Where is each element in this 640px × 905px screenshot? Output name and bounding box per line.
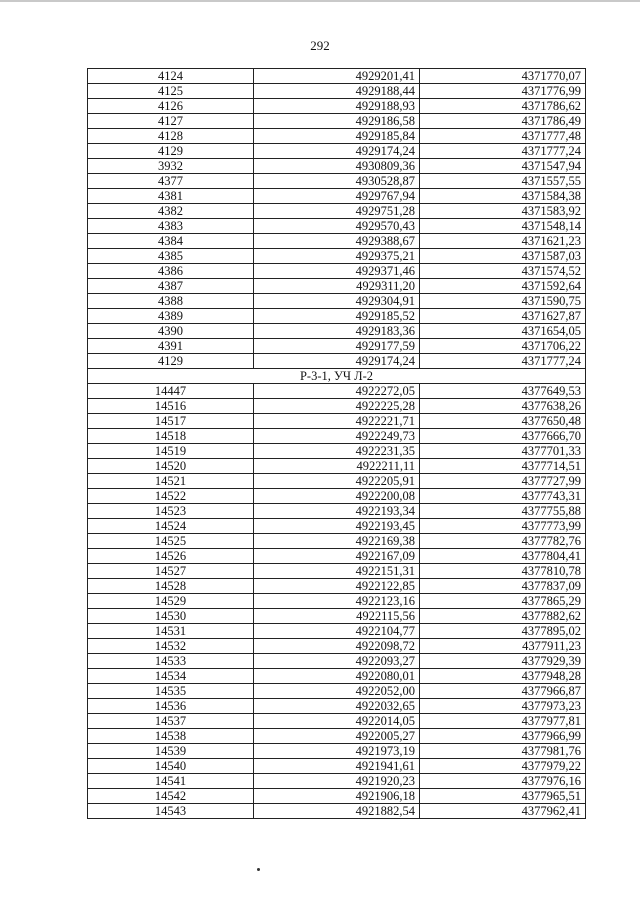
- y-coordinate-cell: 4371583,92: [420, 204, 586, 219]
- table-row: [88, 129, 586, 144]
- x-coordinate-cell: 4921906,18: [254, 789, 420, 804]
- point-id-cell: 4387: [88, 279, 254, 294]
- y-coordinate-cell: 4377649,53: [420, 384, 586, 399]
- x-coordinate-cell: 4929183,36: [254, 324, 420, 339]
- point-id-cell: 4126: [88, 99, 254, 114]
- x-coordinate-cell: 4922221,71: [254, 414, 420, 429]
- y-coordinate-cell: 4371706,22: [420, 339, 586, 354]
- x-coordinate-cell: 4922151,31: [254, 564, 420, 579]
- table-row: [88, 804, 586, 819]
- point-id-cell: 14520: [88, 459, 254, 474]
- x-coordinate-cell: 4922052,00: [254, 684, 420, 699]
- x-coordinate-cell: 4922193,34: [254, 504, 420, 519]
- x-coordinate-cell: 4929185,52: [254, 309, 420, 324]
- y-coordinate-cell: 4371590,75: [420, 294, 586, 309]
- point-id-cell: 14519: [88, 444, 254, 459]
- x-coordinate-cell: 4922211,11: [254, 459, 420, 474]
- page-number: 292: [310, 38, 330, 53]
- y-coordinate-cell: 4371557,55: [420, 174, 586, 189]
- table-row: [88, 684, 586, 699]
- table-row: [88, 324, 586, 339]
- x-coordinate-cell: 4922169,38: [254, 534, 420, 549]
- point-id-cell: 4389: [88, 309, 254, 324]
- point-id-cell: 14521: [88, 474, 254, 489]
- point-id-cell: 4129: [88, 354, 254, 369]
- point-id-cell: 14525: [88, 534, 254, 549]
- table-row: [88, 249, 586, 264]
- table-row: [88, 669, 586, 684]
- table-row: [88, 774, 586, 789]
- y-coordinate-cell: 4377727,99: [420, 474, 586, 489]
- point-id-cell: 14526: [88, 549, 254, 564]
- point-id-cell: 4127: [88, 114, 254, 129]
- table-row: [88, 444, 586, 459]
- x-coordinate-cell: 4930809,36: [254, 159, 420, 174]
- point-id-cell: 14529: [88, 594, 254, 609]
- x-coordinate-cell: 4922122,85: [254, 579, 420, 594]
- y-coordinate-cell: 4377882,62: [420, 609, 586, 624]
- table-row: [88, 114, 586, 129]
- table-row: [88, 759, 586, 774]
- y-coordinate-cell: 4377701,33: [420, 444, 586, 459]
- y-coordinate-cell: 4377976,16: [420, 774, 586, 789]
- y-coordinate-cell: 4377948,28: [420, 669, 586, 684]
- y-coordinate-cell: 4377973,23: [420, 699, 586, 714]
- y-coordinate-cell: 4371786,62: [420, 99, 586, 114]
- y-coordinate-cell: 4377666,70: [420, 429, 586, 444]
- x-coordinate-cell: 4922123,16: [254, 594, 420, 609]
- point-id-cell: 4386: [88, 264, 254, 279]
- point-id-cell: 14533: [88, 654, 254, 669]
- table-row: [88, 579, 586, 594]
- point-id-cell: 4385: [88, 249, 254, 264]
- y-coordinate-cell: 4371776,99: [420, 84, 586, 99]
- top-border-line: [0, 0, 640, 2]
- point-id-cell: 4391: [88, 339, 254, 354]
- y-coordinate-cell: 4371584,38: [420, 189, 586, 204]
- table-row: [88, 414, 586, 429]
- x-coordinate-cell: 4922205,91: [254, 474, 420, 489]
- table-row: [88, 264, 586, 279]
- y-coordinate-cell: 4377743,31: [420, 489, 586, 504]
- table-row: [88, 639, 586, 654]
- x-coordinate-cell: 4922272,05: [254, 384, 420, 399]
- table-row: [88, 174, 586, 189]
- table-row: [88, 84, 586, 99]
- point-id-cell: 14534: [88, 669, 254, 684]
- table-row: [88, 714, 586, 729]
- point-id-cell: 14523: [88, 504, 254, 519]
- y-coordinate-cell: 4377837,09: [420, 579, 586, 594]
- x-coordinate-cell: 4922093,27: [254, 654, 420, 669]
- y-coordinate-cell: 4371786,49: [420, 114, 586, 129]
- table-row: [88, 144, 586, 159]
- point-id-cell: 14528: [88, 579, 254, 594]
- point-id-cell: 14532: [88, 639, 254, 654]
- y-coordinate-cell: 4377714,51: [420, 459, 586, 474]
- x-coordinate-cell: 4922104,77: [254, 624, 420, 639]
- y-coordinate-cell: 4377965,51: [420, 789, 586, 804]
- x-coordinate-cell: 4922193,45: [254, 519, 420, 534]
- table-row: [88, 549, 586, 564]
- y-coordinate-cell: 4371548,14: [420, 219, 586, 234]
- y-coordinate-cell: 4371574,52: [420, 264, 586, 279]
- x-coordinate-cell: 4922014,05: [254, 714, 420, 729]
- point-id-cell: 4388: [88, 294, 254, 309]
- y-coordinate-cell: 4371777,24: [420, 354, 586, 369]
- x-coordinate-cell: 4929570,43: [254, 219, 420, 234]
- point-id-cell: 4124: [88, 69, 254, 84]
- x-coordinate-cell: 4930528,87: [254, 174, 420, 189]
- point-id-cell: 4384: [88, 234, 254, 249]
- y-coordinate-cell: 4377895,02: [420, 624, 586, 639]
- x-coordinate-cell: 4921920,23: [254, 774, 420, 789]
- x-coordinate-cell: 4929375,21: [254, 249, 420, 264]
- x-coordinate-cell: 4929186,58: [254, 114, 420, 129]
- point-id-cell: 4383: [88, 219, 254, 234]
- table-row: [88, 309, 586, 324]
- y-coordinate-cell: 4377966,99: [420, 729, 586, 744]
- y-coordinate-cell: 4377810,78: [420, 564, 586, 579]
- point-id-cell: 4125: [88, 84, 254, 99]
- y-coordinate-cell: 4377865,29: [420, 594, 586, 609]
- table-row: [88, 219, 586, 234]
- point-id-cell: 14531: [88, 624, 254, 639]
- point-id-cell: 4128: [88, 129, 254, 144]
- y-coordinate-cell: 4377650,48: [420, 414, 586, 429]
- y-coordinate-cell: 4371587,03: [420, 249, 586, 264]
- y-coordinate-cell: 4371621,23: [420, 234, 586, 249]
- point-id-cell: 14542: [88, 789, 254, 804]
- section-header-row: [88, 369, 586, 384]
- point-id-cell: 4382: [88, 204, 254, 219]
- point-id-cell: 14447: [88, 384, 254, 399]
- point-id-cell: 14522: [88, 489, 254, 504]
- table-row: [88, 504, 586, 519]
- x-coordinate-cell: 4929174,24: [254, 354, 420, 369]
- point-id-cell: 14516: [88, 399, 254, 414]
- table-row: [88, 534, 586, 549]
- point-id-cell: 14535: [88, 684, 254, 699]
- table-row: [88, 744, 586, 759]
- x-coordinate-cell: 4929185,84: [254, 129, 420, 144]
- x-coordinate-cell: 4922098,72: [254, 639, 420, 654]
- x-coordinate-cell: 4922115,56: [254, 609, 420, 624]
- y-coordinate-cell: 4371770,07: [420, 69, 586, 84]
- y-coordinate-cell: 4377977,81: [420, 714, 586, 729]
- x-coordinate-cell: 4929751,28: [254, 204, 420, 219]
- table-row: [88, 564, 586, 579]
- x-coordinate-cell: 4922200,08: [254, 489, 420, 504]
- table-row: [88, 69, 586, 84]
- table-row: [88, 279, 586, 294]
- table-row: [88, 354, 586, 369]
- point-id-cell: 14540: [88, 759, 254, 774]
- point-id-cell: 14538: [88, 729, 254, 744]
- table-row: [88, 339, 586, 354]
- point-id-cell: 14541: [88, 774, 254, 789]
- table-row: [88, 399, 586, 414]
- x-coordinate-cell: 4921941,61: [254, 759, 420, 774]
- y-coordinate-cell: 4377804,41: [420, 549, 586, 564]
- table-row: [88, 699, 586, 714]
- x-coordinate-cell: 4921973,19: [254, 744, 420, 759]
- table-row: [88, 594, 586, 609]
- y-coordinate-cell: 4377962,41: [420, 804, 586, 819]
- point-id-cell: 4129: [88, 144, 254, 159]
- x-coordinate-cell: 4929174,24: [254, 144, 420, 159]
- y-coordinate-cell: 4377638,26: [420, 399, 586, 414]
- table-row: [88, 459, 586, 474]
- y-coordinate-cell: 4371627,87: [420, 309, 586, 324]
- y-coordinate-cell: 4377773,99: [420, 519, 586, 534]
- y-coordinate-cell: 4371777,24: [420, 144, 586, 159]
- y-coordinate-cell: 4377782,76: [420, 534, 586, 549]
- x-coordinate-cell: 4922005,27: [254, 729, 420, 744]
- x-coordinate-cell: 4929304,91: [254, 294, 420, 309]
- x-coordinate-cell: 4929188,44: [254, 84, 420, 99]
- stray-dot-mark: [257, 868, 260, 871]
- y-coordinate-cell: 4377755,88: [420, 504, 586, 519]
- y-coordinate-cell: 4377981,76: [420, 744, 586, 759]
- x-coordinate-cell: 4929388,67: [254, 234, 420, 249]
- table-row: [88, 489, 586, 504]
- table-row: [88, 384, 586, 399]
- table-row: [88, 729, 586, 744]
- table-row: [88, 204, 586, 219]
- table-row: [88, 474, 586, 489]
- section-title: Р-3-1, УЧ Л-2: [88, 369, 586, 384]
- y-coordinate-cell: 4377911,23: [420, 639, 586, 654]
- x-coordinate-cell: 4922080,01: [254, 669, 420, 684]
- point-id-cell: 4390: [88, 324, 254, 339]
- y-coordinate-cell: 4377966,87: [420, 684, 586, 699]
- y-coordinate-cell: 4371592,64: [420, 279, 586, 294]
- y-coordinate-cell: 4371654,05: [420, 324, 586, 339]
- point-id-cell: 14539: [88, 744, 254, 759]
- x-coordinate-cell: 4929767,94: [254, 189, 420, 204]
- table-row: [88, 519, 586, 534]
- point-id-cell: 14518: [88, 429, 254, 444]
- table-row: [88, 789, 586, 804]
- x-coordinate-cell: 4929371,46: [254, 264, 420, 279]
- x-coordinate-cell: 4922231,35: [254, 444, 420, 459]
- point-id-cell: 3932: [88, 159, 254, 174]
- x-coordinate-cell: 4922167,09: [254, 549, 420, 564]
- y-coordinate-cell: 4377979,22: [420, 759, 586, 774]
- table-row: [88, 294, 586, 309]
- y-coordinate-cell: 4371777,48: [420, 129, 586, 144]
- point-id-cell: 14524: [88, 519, 254, 534]
- point-id-cell: 14536: [88, 699, 254, 714]
- table-row: [88, 609, 586, 624]
- x-coordinate-cell: 4922032,65: [254, 699, 420, 714]
- point-id-cell: 4381: [88, 189, 254, 204]
- y-coordinate-cell: 4371547,94: [420, 159, 586, 174]
- table-row: [88, 99, 586, 114]
- point-id-cell: 14517: [88, 414, 254, 429]
- coordinates-table-body: [88, 69, 586, 819]
- table-row: [88, 654, 586, 669]
- point-id-cell: 14527: [88, 564, 254, 579]
- y-coordinate-cell: 4377929,39: [420, 654, 586, 669]
- x-coordinate-cell: 4929311,20: [254, 279, 420, 294]
- table-row: [88, 429, 586, 444]
- point-id-cell: 14537: [88, 714, 254, 729]
- point-id-cell: 14530: [88, 609, 254, 624]
- coordinates-table: [87, 68, 586, 819]
- x-coordinate-cell: 4922225,28: [254, 399, 420, 414]
- x-coordinate-cell: 4922249,73: [254, 429, 420, 444]
- x-coordinate-cell: 4929201,41: [254, 69, 420, 84]
- x-coordinate-cell: 4929177,59: [254, 339, 420, 354]
- point-id-cell: 4377: [88, 174, 254, 189]
- table-row: [88, 159, 586, 174]
- table-row: [88, 624, 586, 639]
- point-id-cell: 14543: [88, 804, 254, 819]
- x-coordinate-cell: 4921882,54: [254, 804, 420, 819]
- table-row: [88, 189, 586, 204]
- x-coordinate-cell: 4929188,93: [254, 99, 420, 114]
- table-row: [88, 234, 586, 249]
